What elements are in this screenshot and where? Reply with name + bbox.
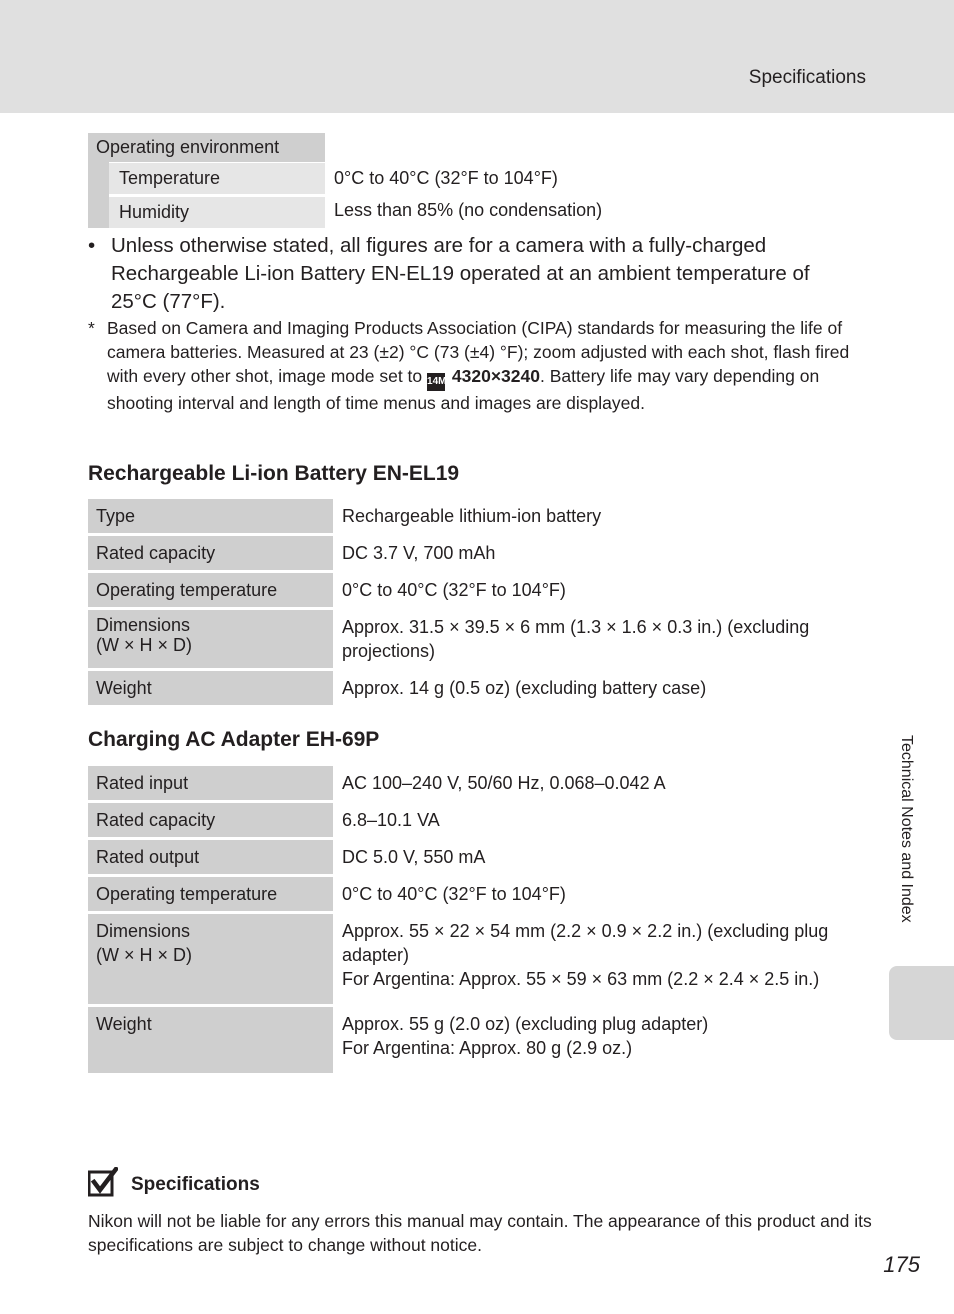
environment-heading: Operating environment xyxy=(88,133,325,162)
header-band xyxy=(0,0,954,113)
environment-value-humidity: Less than 85% (no condensation) xyxy=(334,200,603,220)
spec-label: Weight xyxy=(88,671,333,708)
table-row xyxy=(88,499,868,536)
spec-value: 6.8–10.1 VA xyxy=(333,803,868,840)
spec-value xyxy=(333,1007,868,1076)
environment-value-temperature: 0°C to 40°C (32°F to 104°F) xyxy=(334,168,558,188)
environment-label-humidity: Humidity xyxy=(109,197,325,228)
spec-label-line: Dimensions xyxy=(96,615,191,635)
spec-label: Rated capacity xyxy=(88,803,333,840)
spec-label: Operating temperature xyxy=(88,573,333,610)
bullet-note xyxy=(88,232,858,316)
spec-note-title: Specifications xyxy=(131,1174,260,1195)
spec-label: Weight xyxy=(88,1007,333,1076)
page-number: 175 xyxy=(883,1252,920,1277)
footnote-text-end: . Battery life may vary depending on shooting interval and length of time menus and images are displayed. xyxy=(107,366,820,413)
table-row xyxy=(88,536,868,573)
spec-value: 0°C to 40°C (32°F to 104°F) xyxy=(333,573,868,610)
spec-value: AC 100–240 V, 50/60 Hz, 0.068–0.042 A xyxy=(333,766,868,803)
spec-value: Rechargeable lithium-ion battery xyxy=(333,499,868,536)
environment-side-bar xyxy=(88,162,109,228)
page-section-title: Specifications xyxy=(748,67,866,88)
image-mode-icon: 14M xyxy=(427,373,445,391)
spec-value-line: For Argentina: Approx. 80 g (2.9 oz.) xyxy=(342,1038,633,1058)
spec-value xyxy=(333,914,868,1007)
table-row xyxy=(88,840,868,877)
spec-value: DC 5.0 V, 550 mA xyxy=(333,840,868,877)
table-row xyxy=(88,1007,868,1076)
spec-label xyxy=(88,914,333,1007)
spec-value-line: For Argentina: Approx. 55 × 59 × 63 mm (2.2 × 2.4 × 2.5 in.) xyxy=(342,969,820,989)
spec-value-line: Approx. 55 g (2.0 oz) (excluding plug adapter) xyxy=(342,1014,709,1034)
spec-label: Rated output xyxy=(88,840,333,877)
environment-label-temperature: Temperature xyxy=(109,163,325,194)
spec-label-line: Dimensions xyxy=(96,921,191,941)
table-row xyxy=(88,610,868,671)
spec-label xyxy=(88,610,333,671)
spec-label: Type xyxy=(88,499,333,536)
spec-value: DC 3.7 V, 700 mAh xyxy=(333,536,868,573)
table-row xyxy=(88,803,868,840)
battery-spec-table xyxy=(88,499,868,708)
table-row xyxy=(88,573,868,610)
adapter-section-title: Charging AC Adapter EH-69P xyxy=(88,728,380,751)
spec-label: Operating temperature xyxy=(88,877,333,914)
adapter-spec-table xyxy=(88,766,868,1076)
image-mode-value: 4320×3240 xyxy=(451,366,540,386)
spec-label-line: (W × H × D) xyxy=(96,635,193,655)
spec-value: Approx. 14 g (0.5 oz) (excluding battery case) xyxy=(333,671,868,708)
spec-note-text: Nikon will not be liable for any errors this manual may contain. The appearance of this product and its specifications are subject to change without notice. xyxy=(88,1211,872,1255)
footnote xyxy=(88,316,868,415)
footnote-text: Based on Camera and Imaging Products Association (CIPA) standards for measuring the life of camera batteries. Measured at 23 (±2) °C (73 (±4) °F); zoom adjusted with each shot, flash fired with every other shot, image mode set to xyxy=(107,318,850,386)
table-row xyxy=(88,914,868,1007)
bullet-text: Unless otherwise stated, all figures are for a camera with a fully-charged Rechargeable Li-ion Battery EN-EL19 operated at an ambient temperature of 25°C (77°F). xyxy=(111,234,810,313)
footnote-body xyxy=(107,316,868,415)
spec-value: 0°C to 40°C (32°F to 104°F) xyxy=(333,877,868,914)
footnote-marker: * xyxy=(88,318,95,338)
table-row xyxy=(88,877,868,914)
table-row xyxy=(88,766,868,803)
side-tab-marker xyxy=(889,966,954,1040)
side-tab-label: Technical Notes and Index xyxy=(898,735,915,923)
spec-value: Approx. 31.5 × 39.5 × 6 mm (1.3 × 1.6 × 0.3 in.) (excluding projections) xyxy=(333,610,868,671)
spec-label: Rated input xyxy=(88,766,333,803)
spec-value-line: Approx. 55 × 22 × 54 mm (2.2 × 0.9 × 2.2 in.) (excluding plug adapter) xyxy=(342,921,829,965)
spec-label-line: (W × H × D) xyxy=(96,945,193,965)
battery-section-title: Rechargeable Li-ion Battery EN-EL19 xyxy=(88,462,460,485)
spec-label: Rated capacity xyxy=(88,536,333,573)
checkmark-icon xyxy=(88,1167,118,1197)
bullet-marker: • xyxy=(88,234,96,257)
table-row xyxy=(88,671,868,708)
